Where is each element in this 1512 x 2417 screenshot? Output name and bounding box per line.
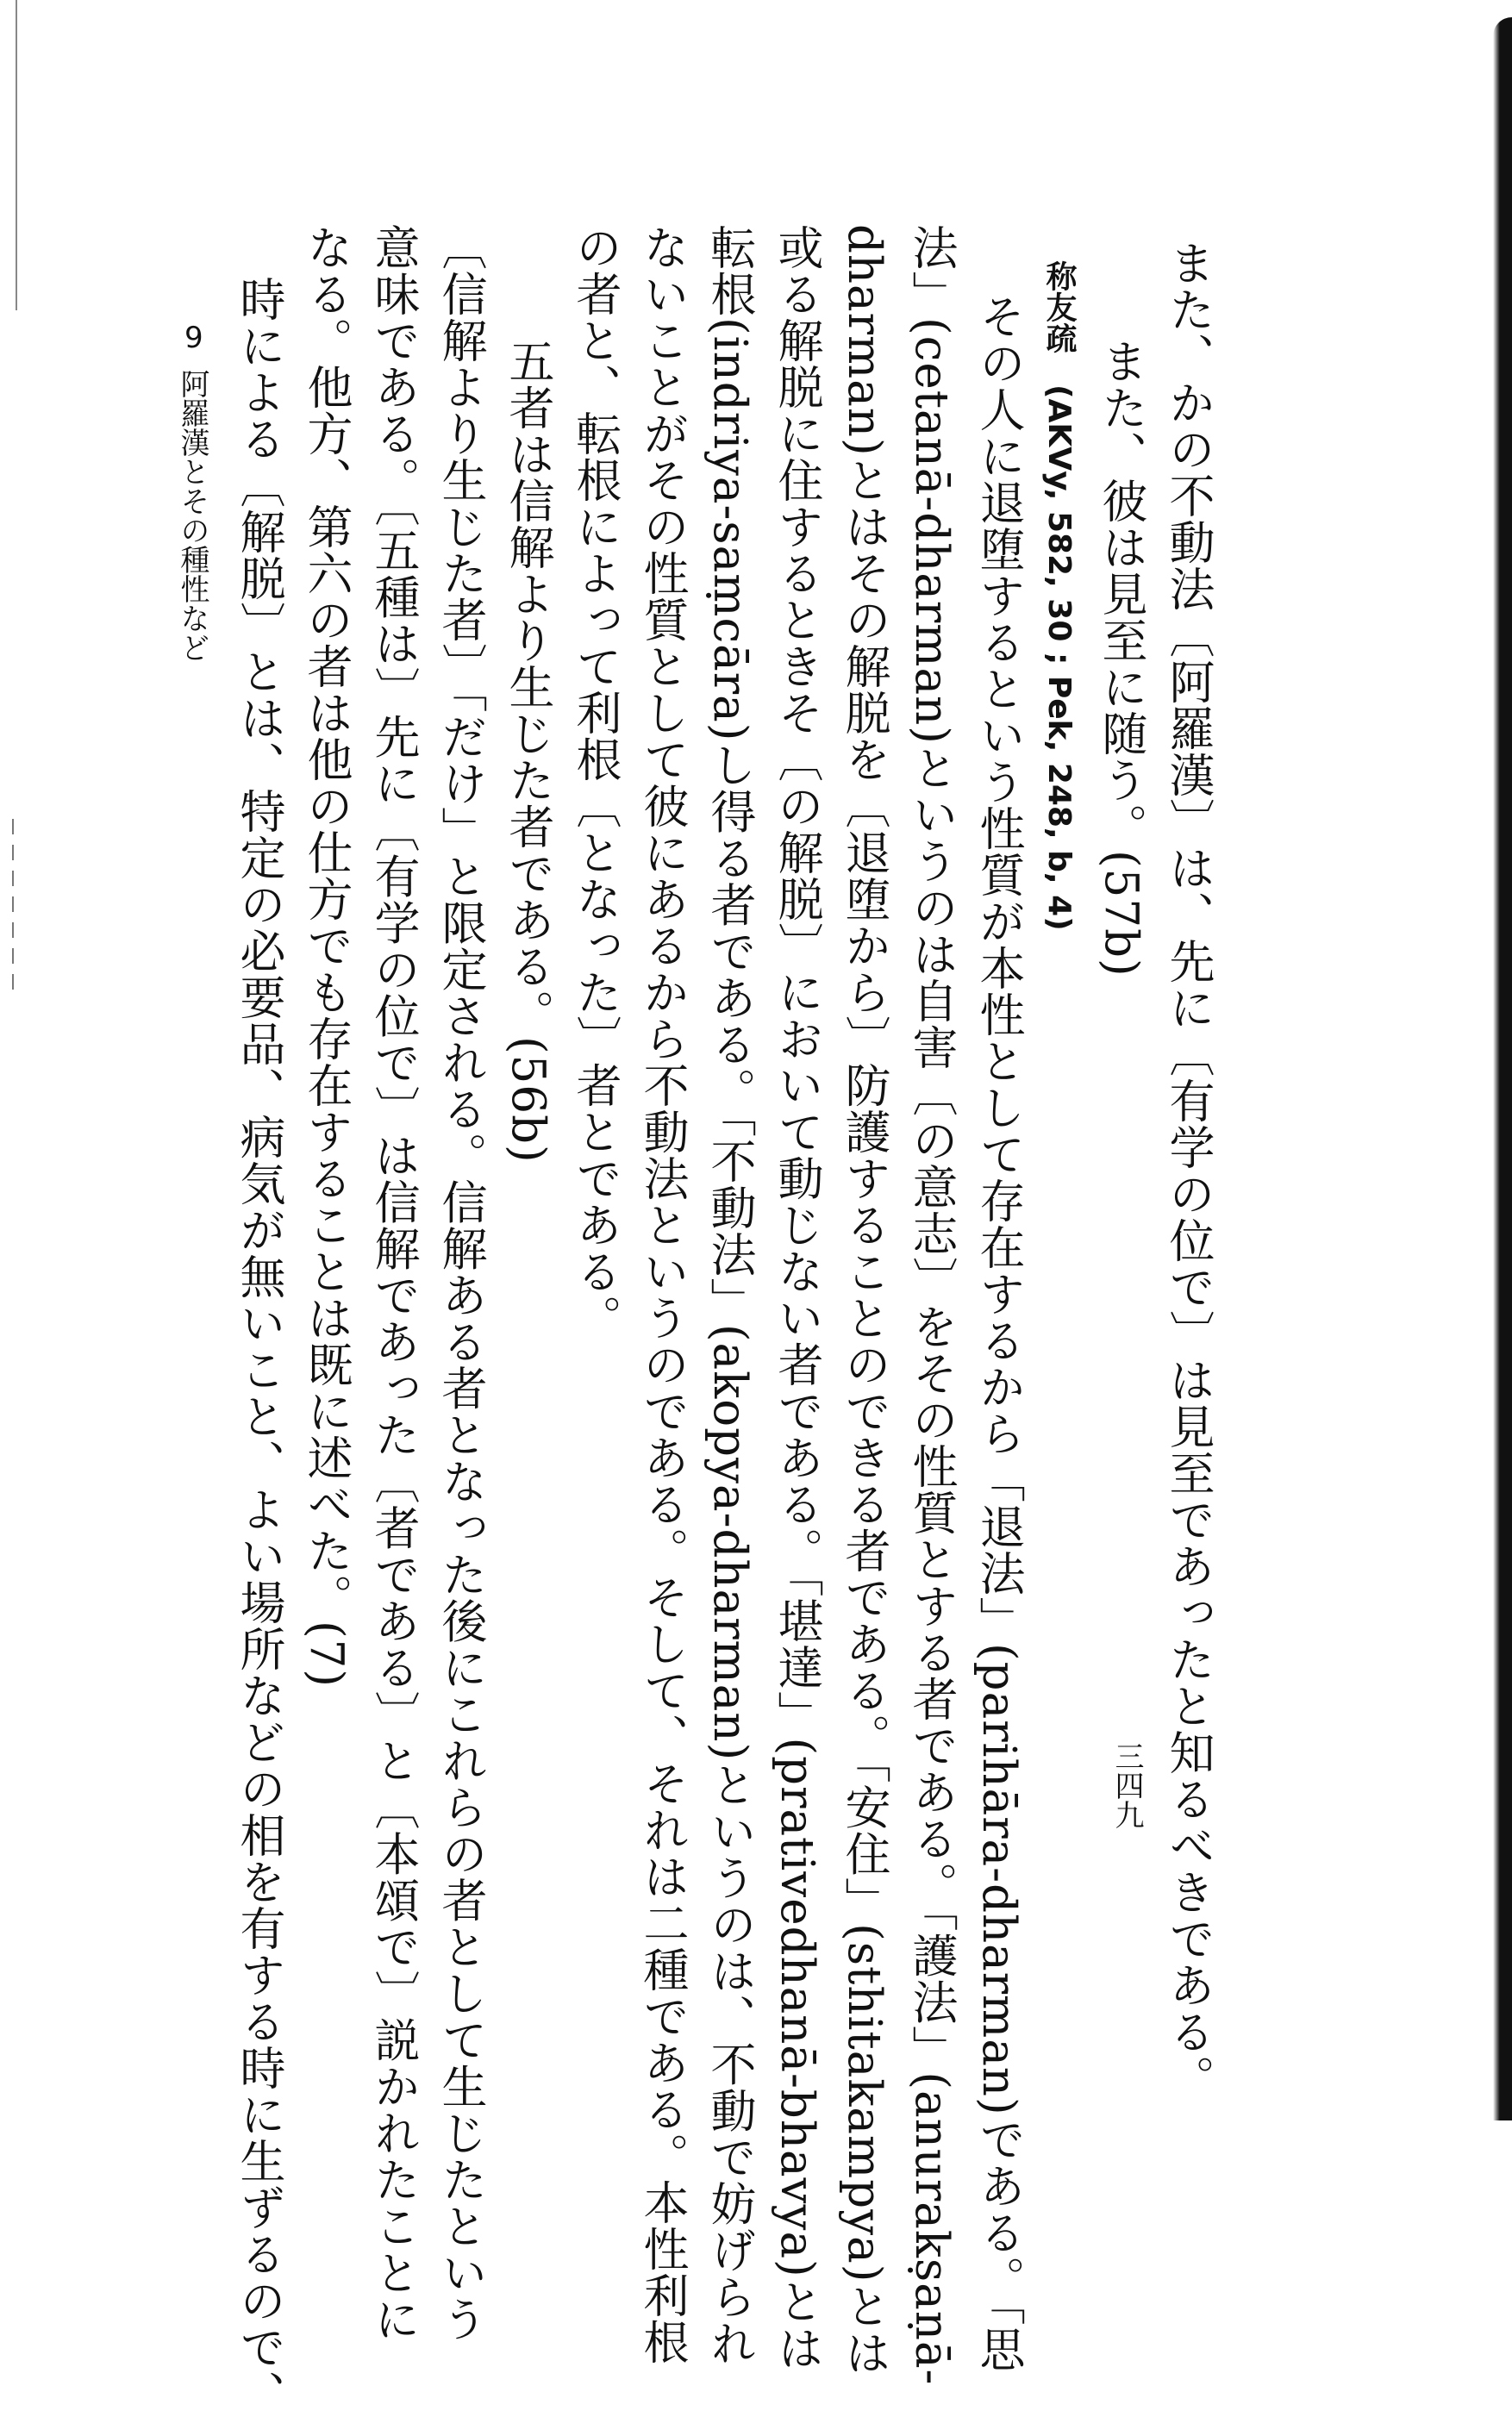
- text-line-14: 時による〔解脱〕とは、特定の必要品、病気が無いこと、よい場所などの相を有する時に生ずるので、: [233, 276, 285, 2417]
- text-line-9: の者と、転根によって利根〔となった〕者とである。: [569, 224, 622, 1341]
- running-title: 阿羅漢とその種性など: [175, 369, 209, 662]
- text-line-6: 或る解脱に住するときそ〔の解脱〕において動じない者である。「堪達」(prativedhanā-bhavya)とは: [771, 224, 823, 2371]
- scan-page-edge: [1493, 17, 1512, 2120]
- verse-line-57b: また、彼は見至に随う。(57b): [1095, 338, 1147, 977]
- page-number: 三四九: [1109, 1741, 1144, 1829]
- text-line-8: ないことがその性質として彼にあるから不動法というのである。そして、それは二種である。本性利根: [636, 224, 689, 2365]
- text-line-4: 法」(cetanā-dharman)というのは自害〔の意志〕をその性質とする者である。「護法」(anurakṣaṇā-: [905, 224, 958, 2386]
- text-line-5: dharman)とはその解脱を〔退堕から〕防護することのできる者である。「安住」(sthitakampya)とは: [838, 224, 890, 2376]
- scan-artifact-dashes: [12, 819, 14, 991]
- commentary-heading: 称友疏 (AKVy, 582, 30 ; Pek, 248, b, 4): [1041, 260, 1077, 931]
- text-line-12: 意味である。〔五種は〕先に〔有学の位で〕は信解であった〔者である〕と〔本頌で〕説かれたことに: [367, 224, 420, 2343]
- verse-line-56b: 五者は信解より生じた者である。(56b): [502, 338, 554, 1164]
- text-line-11: 〔信解より生じた者〕「だけ」と限定される。信解ある者となった後にこれらの者として生じたという: [434, 224, 487, 2343]
- text-line-13: なる。他方、第六の者は他の仕方でも存在することは既に述べた。(7): [300, 224, 353, 1689]
- scan-artifact-line: [16, 0, 17, 310]
- text-line-3: その人に退堕するという性質が本性として存在するから「退法」(parihāra-dharman)である。「思: [972, 293, 1025, 2373]
- chapter-number: 9: [184, 321, 203, 355]
- text-line-1: また、かの不動法〔阿羅漢〕は、先に〔有学の位で〕は見至であったと知るべきである。: [1162, 240, 1215, 2102]
- text-line-7: 転根(indriya-saṃcāra)し得る者である。「不動法」(akopya-dharman)というのは、不動で妨げられ: [703, 224, 756, 2367]
